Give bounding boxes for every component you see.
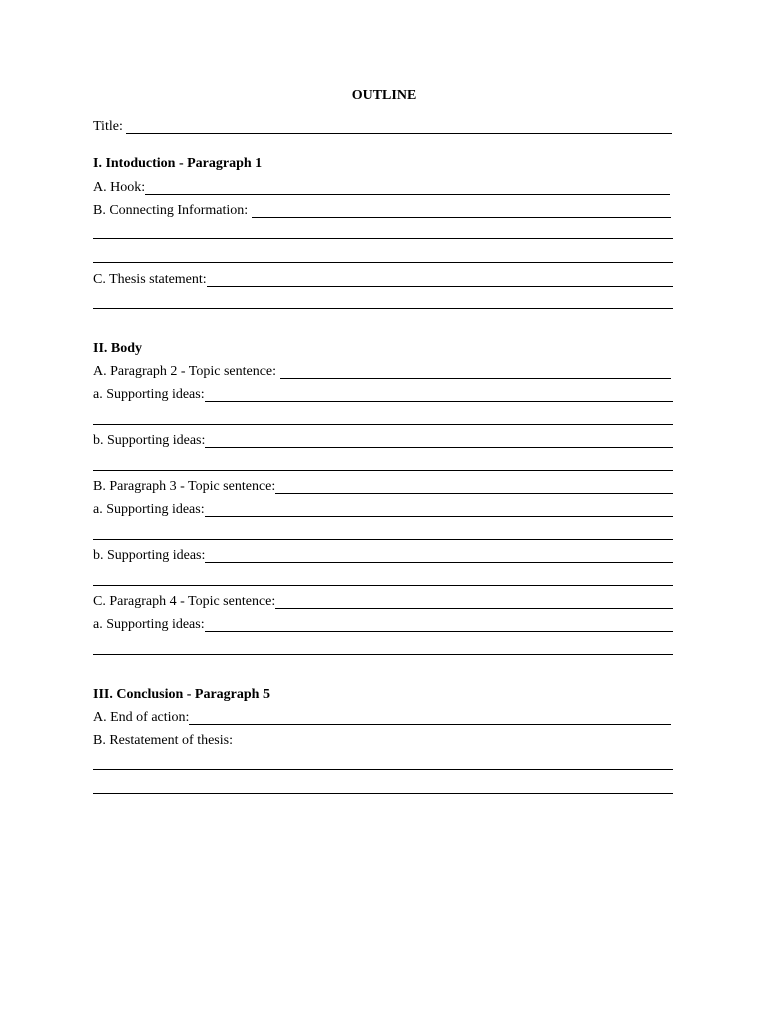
- paragraph-3-supporting-b-line[interactable]: [205, 550, 673, 563]
- paragraph-4-topic-line[interactable]: [275, 596, 673, 609]
- paragraph-2-supporting-b-field: [93, 432, 673, 450]
- restatement-of-thesis-label: B. Restatement of thesis:: [93, 733, 233, 748]
- connecting-information-line[interactable]: [252, 205, 671, 218]
- section-introduction-heading: I. Intoduction - Paragraph 1: [93, 156, 263, 171]
- paragraph-2-topic-line[interactable]: [280, 366, 671, 379]
- paragraph-3-supporting-b-field: [93, 547, 673, 565]
- thesis-statement-extra-line[interactable]: [93, 308, 673, 309]
- title-field-line[interactable]: [126, 121, 672, 134]
- paragraph-4-topic-field: [93, 593, 673, 611]
- paragraph-4-supporting-a-line[interactable]: [205, 619, 673, 632]
- page-title: OUTLINE: [351, 88, 417, 103]
- restatement-of-thesis-line-2[interactable]: [93, 793, 673, 794]
- paragraph-3-supporting-a-line[interactable]: [205, 504, 673, 517]
- paragraph-2-supporting-b-line[interactable]: [205, 435, 673, 448]
- hook-field: [93, 179, 670, 197]
- paragraph-4-topic-label: C. Paragraph 4 - Topic sentence:: [93, 594, 276, 609]
- paragraph-3-supporting-a-field: [93, 501, 673, 519]
- thesis-statement-label: C. Thesis statement:: [93, 272, 207, 287]
- paragraph-3-supporting-a-extra-line[interactable]: [93, 539, 673, 540]
- paragraph-2-supporting-b-extra-line[interactable]: [93, 470, 673, 471]
- paragraph-4-supporting-a-field: [93, 616, 673, 634]
- hook-line[interactable]: [145, 182, 670, 195]
- paragraph-3-topic-field: [93, 478, 673, 496]
- connecting-information-extra-line-2[interactable]: [93, 262, 673, 263]
- paragraph-3-topic-label: B. Paragraph 3 - Topic sentence:: [93, 479, 276, 494]
- paragraph-4-supporting-a-extra-line[interactable]: [93, 654, 673, 655]
- title-field: [93, 118, 672, 136]
- connecting-information-extra-line-1[interactable]: [93, 238, 673, 239]
- paragraph-2-supporting-b-label: b. Supporting ideas:: [93, 433, 206, 448]
- paragraph-2-supporting-a-label: a. Supporting ideas:: [93, 387, 205, 402]
- thesis-statement-field: [93, 271, 673, 289]
- section-body-heading: II. Body: [93, 341, 143, 356]
- end-of-action-field: [93, 709, 671, 727]
- paragraph-3-supporting-b-label: b. Supporting ideas:: [93, 548, 206, 563]
- restatement-of-thesis-line-1[interactable]: [93, 769, 673, 770]
- paragraph-2-topic-label: A. Paragraph 2 - Topic sentence:: [93, 364, 280, 379]
- paragraph-4-supporting-a-label: a. Supporting ideas:: [93, 617, 205, 632]
- paragraph-3-topic-line[interactable]: [275, 481, 673, 494]
- paragraph-2-supporting-a-line[interactable]: [205, 389, 673, 402]
- end-of-action-label: A. End of action:: [93, 710, 190, 725]
- end-of-action-line[interactable]: [189, 712, 671, 725]
- connecting-information-field: [93, 202, 671, 220]
- thesis-statement-line[interactable]: [207, 274, 673, 287]
- paragraph-3-supporting-b-extra-line[interactable]: [93, 585, 673, 586]
- section-conclusion-heading: III. Conclusion - Paragraph 5: [93, 687, 270, 702]
- paragraph-2-supporting-a-extra-line[interactable]: [93, 424, 673, 425]
- title-field-label: Title:: [93, 119, 127, 134]
- hook-label: A. Hook:: [93, 180, 146, 195]
- connecting-information-label: B. Connecting Information:: [93, 203, 252, 218]
- paragraph-2-topic-field: [93, 363, 671, 381]
- paragraph-3-supporting-a-label: a. Supporting ideas:: [93, 502, 205, 517]
- paragraph-2-supporting-a-field: [93, 386, 673, 404]
